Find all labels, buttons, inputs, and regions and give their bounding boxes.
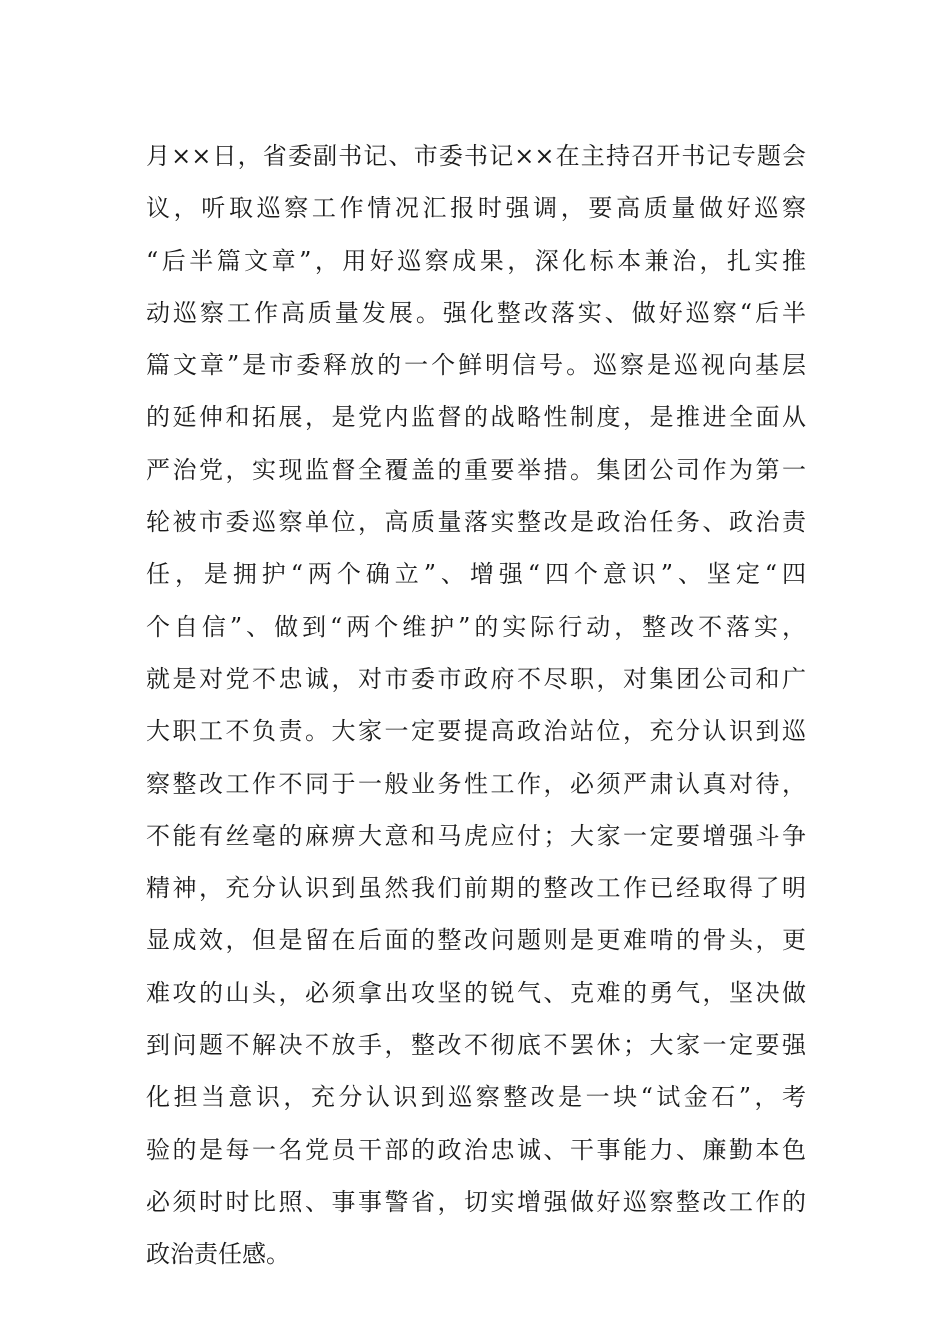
text-line: 议，听取巡察工作情况汇报时强调，要高质量做好巡察 [146,194,806,223]
text-line: 到问题不解决不放手，整改不彻底不罢休；大家一定要强 [146,1031,806,1060]
text-line: “后半篇文章”，用好巡察成果，深化标本兼治，扎实推 [146,246,806,275]
text-line: 大职工不负责。大家一定要提高政治站位，充分认识到巡 [146,717,806,746]
text-line: 月××日，省委副书记、市委书记××在主持召开书记专题会 [146,142,806,170]
text-line: 精神，充分认识到虽然我们前期的整改工作已经取得了明 [146,874,806,903]
text-line: 任，是拥护“两个确立”、增强“四个意识”、坚定“四 [146,560,806,589]
text-line: 篇文章”是市委释放的一个鲜明信号。巡察是巡视向基层 [146,351,806,380]
text-line-last: 政治责任感。 [146,1240,290,1269]
body-paragraph [146,130,806,1281]
text-line: 显成效，但是留在后面的整改问题则是更难啃的骨头，更 [146,926,806,955]
text-line: 必须时时比照、事事警省，切实增强做好巡察整改工作的 [146,1187,806,1216]
text-line: 轮被市委巡察单位，高质量落实整改是政治任务、政治责 [146,508,806,537]
text-line: 难攻的山头，必须拿出攻坚的锐气、克难的勇气，坚决做 [146,978,806,1007]
text-line: 个自信”、做到“两个维护”的实际行动，整改不落实， [146,612,806,641]
text-line: 的延伸和拓展，是党内监督的战略性制度，是推进全面从 [146,403,806,432]
text-line: 验的是每一名党员干部的政治忠诚、干事能力、廉勤本色 [146,1135,806,1164]
text-line: 动巡察工作高质量发展。强化整改落实、做好巡察“后半 [146,298,806,327]
text-line: 严治党，实现监督全覆盖的重要举措。集团公司作为第一 [146,455,806,484]
text-line: 化担当意识，充分认识到巡察整改是一块“试金石”，考 [146,1083,806,1112]
text-line: 不能有丝毫的麻痹大意和马虎应付；大家一定要增强斗争 [146,821,806,850]
text-line: 就是对党不忠诚，对市委市政府不尽职，对集团公司和广 [146,664,806,693]
text-line: 察整改工作不同于一般业务性工作，必须严肃认真对待， [146,769,806,798]
